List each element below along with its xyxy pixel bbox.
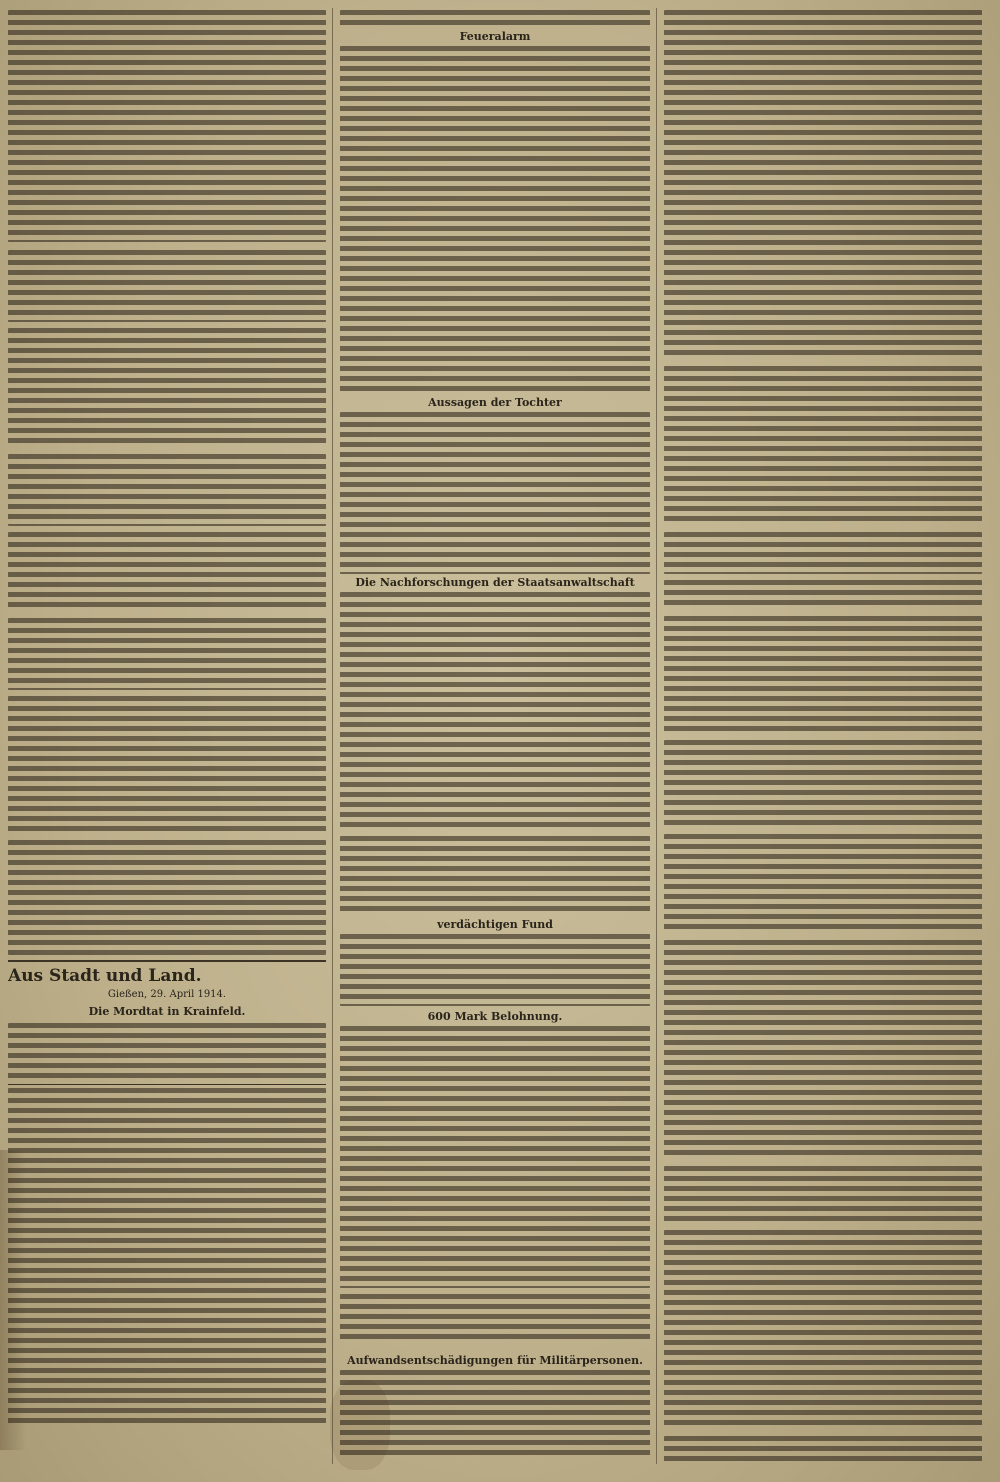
article-text-block	[664, 1230, 982, 1430]
section-title: Aus Stadt und Land.	[8, 966, 202, 986]
subheading: Feueralarm	[459, 30, 531, 43]
article-text-block	[664, 10, 982, 360]
article-text-block	[664, 834, 982, 934]
subheading: Die Nachforschungen der Staatsanwaltschaft	[355, 576, 635, 589]
article-text-block	[340, 412, 650, 574]
article-text-block	[8, 618, 326, 690]
article-text-block	[340, 1370, 650, 1460]
article-text-block	[340, 934, 650, 1006]
column-rule-left	[332, 8, 333, 1464]
section-divider	[8, 1084, 326, 1085]
dateline: Gießen, 29. April 1914.	[107, 989, 227, 1000]
column-rule-right	[656, 8, 657, 1464]
column-3	[664, 10, 982, 1462]
article-text-block	[340, 592, 650, 832]
article-text-block	[340, 46, 650, 394]
subheading: Aufwandsentschädigungen für Militärpersonen.	[347, 1354, 643, 1367]
subheading: verdächtigen Fund	[437, 918, 553, 931]
article-text-block	[340, 836, 650, 916]
article-text-block	[8, 840, 326, 955]
section-divider	[8, 960, 326, 962]
article-text-block	[664, 532, 982, 574]
column-1	[8, 10, 326, 1462]
article-text-block	[340, 10, 650, 28]
article-text-block	[8, 10, 326, 242]
article-text-block	[664, 366, 982, 526]
article-text-block	[8, 250, 326, 322]
article-text-block	[664, 616, 982, 734]
article-text-block	[8, 328, 326, 448]
article-text-block	[8, 1023, 326, 1079]
article-title: Die Mordtat in Krainfeld.	[88, 1005, 246, 1018]
article-text-block	[664, 580, 982, 610]
subheading: Aussagen der Tochter	[428, 396, 562, 409]
article-text-block	[8, 696, 326, 834]
subheading: 600 Mark Belohnung.	[427, 1010, 563, 1023]
article-text-block	[664, 1436, 982, 1464]
article-text-block	[664, 940, 982, 1160]
article-text-block	[340, 1294, 650, 1344]
article-text-block	[8, 1088, 326, 1428]
column-2	[340, 10, 650, 1462]
article-text-block	[664, 1166, 982, 1224]
article-text-block	[8, 532, 326, 612]
article-text-block	[340, 1026, 650, 1288]
article-text-block	[8, 454, 326, 526]
article-text-block	[664, 740, 982, 828]
